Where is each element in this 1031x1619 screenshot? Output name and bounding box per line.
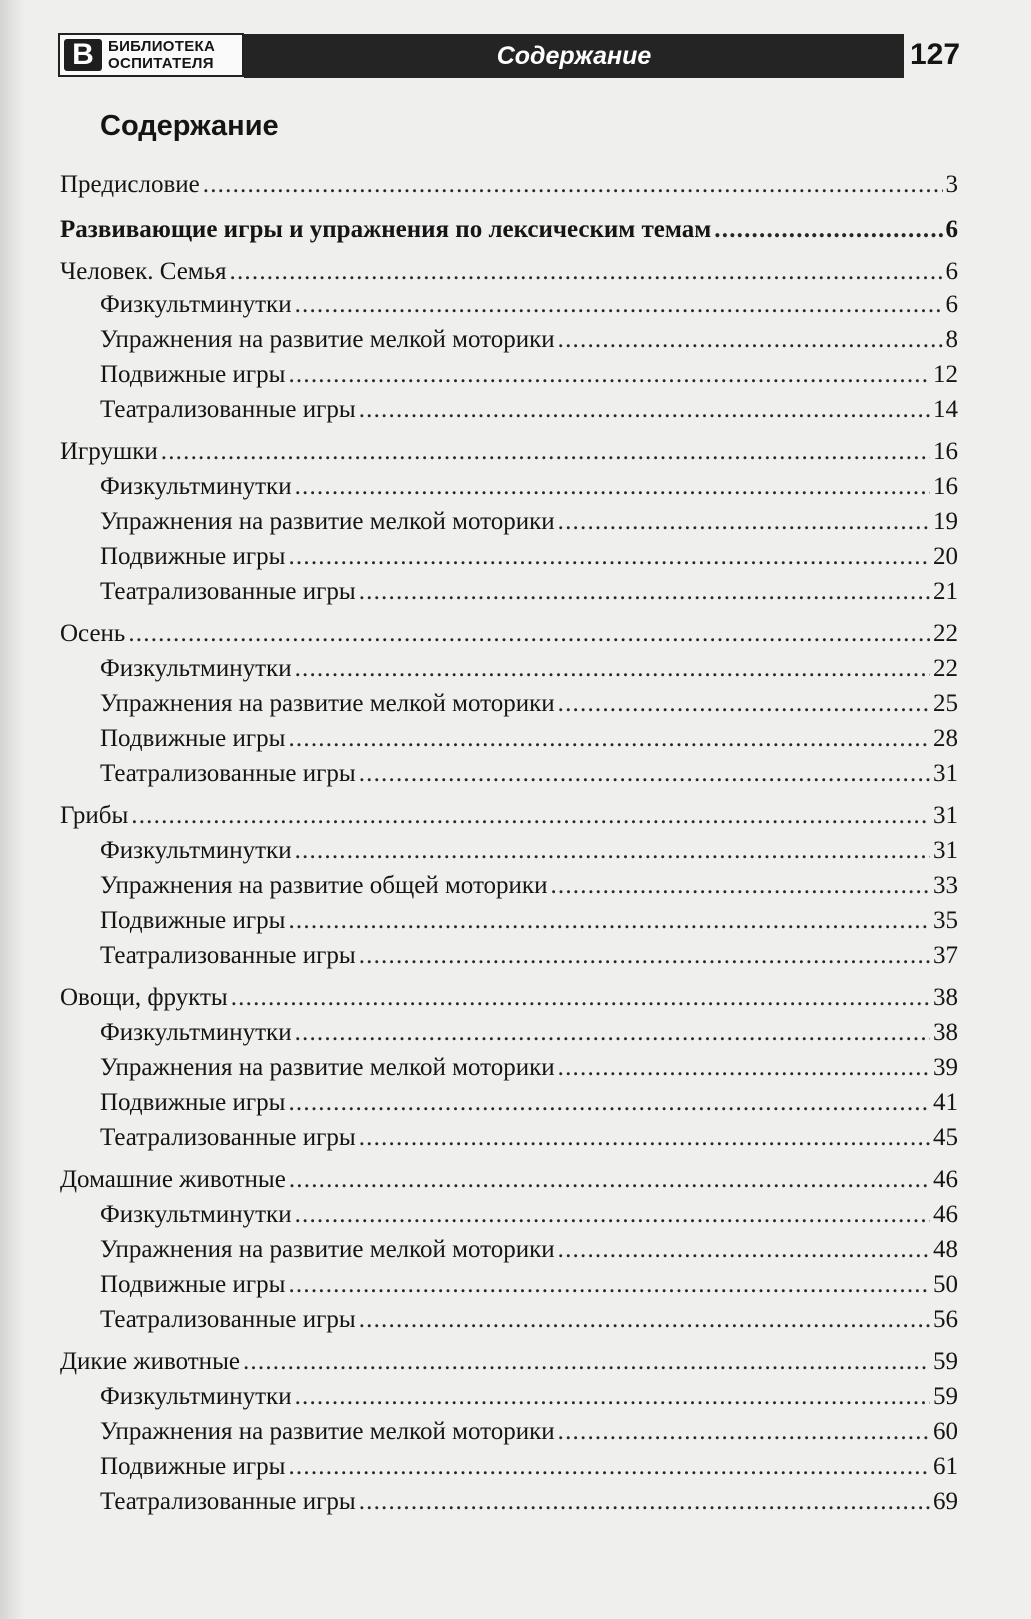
toc-entry-title: Упражнения на развитие мелкой моторики (100, 1418, 555, 1445)
toc-entry-page: 28 (933, 725, 958, 752)
dot-leader (203, 168, 943, 202)
toc-entry-page: 46 (933, 1166, 958, 1193)
toc-entry-page: 31 (933, 760, 958, 787)
toc-subsection-row[interactable] (100, 393, 958, 427)
dot-leader (288, 1086, 930, 1120)
dot-leader (295, 470, 930, 504)
header-section-title: Содержание (496, 42, 652, 70)
toc-entry-title: Театрализованные игры (100, 942, 356, 969)
toc-entry-title: Предисловие (60, 171, 200, 198)
dot-leader (295, 1198, 930, 1232)
toc-subsection-row[interactable] (100, 757, 958, 791)
toc-entry-page: 56 (933, 1306, 958, 1333)
toc-subsection-row[interactable] (100, 1485, 958, 1519)
toc-subsection-row[interactable] (100, 1198, 958, 1232)
dot-leader (288, 722, 930, 756)
toc-entry-page: 19 (933, 508, 958, 535)
dot-leader (359, 939, 930, 973)
toc-subsection-row[interactable] (100, 869, 958, 903)
toc-section-row[interactable] (60, 435, 958, 469)
toc-entry-title: Театрализованные игры (100, 1306, 356, 1333)
dot-leader (243, 1345, 930, 1379)
toc-entry-title: Театрализованные игры (100, 1124, 356, 1151)
toc-heading: Содержание (100, 110, 279, 142)
toc-entry-page: 6 (945, 258, 958, 285)
dot-leader (295, 1380, 930, 1414)
toc-subsection-row[interactable] (100, 1380, 958, 1414)
toc-entry-title: Человек. Семья (60, 258, 227, 285)
toc-subsection-row[interactable] (100, 1051, 958, 1085)
series-logo-line1: БИБЛИОТЕКА (108, 38, 216, 55)
dot-leader (295, 1016, 930, 1050)
toc-section-row[interactable] (60, 981, 958, 1015)
dot-leader (289, 1163, 930, 1197)
toc-entry-title: Игрушки (60, 438, 158, 465)
toc-entry-page: 16 (933, 438, 958, 465)
toc-subsection-row[interactable] (100, 687, 958, 721)
dot-leader (288, 1268, 930, 1302)
toc-entry-title: Упражнения на развитие мелкой моторики (100, 326, 555, 353)
toc-entry-title: Физкультминутки (100, 655, 292, 682)
toc-entry-page: 48 (933, 1236, 958, 1263)
toc-subsection-row[interactable] (100, 323, 958, 357)
toc-subsection-row[interactable] (100, 358, 958, 392)
toc-entry-title: Подвижные игры (100, 725, 286, 752)
dot-leader (359, 393, 930, 427)
dot-leader (359, 1121, 930, 1155)
running-header (58, 33, 960, 77)
toc-section-row[interactable] (60, 213, 958, 247)
toc-subsection-row[interactable] (100, 1121, 958, 1155)
toc-entry-title: Подвижные игры (100, 1453, 286, 1480)
toc-entry-page: 35 (933, 907, 958, 934)
toc-entry-page: 6 (945, 291, 958, 318)
dot-leader (558, 687, 930, 721)
dot-leader (128, 617, 930, 651)
toc-entry-page: 50 (933, 1271, 958, 1298)
toc-subsection-row[interactable] (100, 722, 958, 756)
toc-subsection-row[interactable] (100, 1233, 958, 1267)
dot-leader (131, 799, 930, 833)
toc-entry-page: 3 (945, 171, 958, 198)
toc-subsection-row[interactable] (100, 1450, 958, 1484)
toc-entry-title: Театрализованные игры (100, 1488, 356, 1515)
toc-entry-page: 60 (933, 1418, 958, 1445)
toc-entry-title: Домашние животные (60, 1166, 286, 1193)
dot-leader (714, 213, 942, 247)
toc-entry-title: Упражнения на развитие мелкой моторики (100, 1236, 555, 1263)
toc-entry-title: Подвижные игры (100, 1271, 286, 1298)
toc-entry-page: 45 (933, 1124, 958, 1151)
toc-entry-page: 39 (933, 1054, 958, 1081)
toc-entry-page: 20 (933, 543, 958, 570)
dot-leader (295, 288, 943, 322)
toc-entry-page: 22 (933, 620, 958, 647)
toc-section-row[interactable] (60, 799, 958, 833)
toc-subsection-row[interactable] (100, 575, 958, 609)
toc-subsection-row[interactable] (100, 1415, 958, 1449)
dot-leader (288, 904, 930, 938)
toc-entry-title: Физкультминутки (100, 837, 292, 864)
toc-section-row[interactable] (60, 1163, 958, 1197)
toc-entry-title: Физкультминутки (100, 1383, 292, 1410)
toc-subsection-row[interactable] (100, 1086, 958, 1120)
toc-entry-page: 59 (933, 1348, 958, 1375)
toc-entry-page: 14 (933, 396, 958, 423)
dot-leader (288, 358, 930, 392)
toc-entry-page: 38 (933, 1019, 958, 1046)
toc-entry-page: 8 (945, 326, 958, 353)
toc-section-row[interactable] (60, 255, 958, 289)
toc-subsection-row[interactable] (100, 1016, 958, 1050)
toc-subsection-row[interactable] (100, 834, 958, 868)
toc-entry-page: 37 (933, 942, 958, 969)
toc-entry-title: Развивающие игры и упражнения по лексическим темам (60, 216, 712, 243)
dot-leader (359, 757, 930, 791)
toc-entry-page: 21 (933, 578, 958, 605)
toc-entry-page: 31 (933, 802, 958, 829)
toc-entry-title: Овощи, фрукты (60, 984, 228, 1011)
dot-leader (231, 981, 930, 1015)
toc-entry-title: Упражнения на развитие мелкой моторики (100, 690, 555, 717)
toc-entry-title: Подвижные игры (100, 361, 286, 388)
dot-leader (558, 1415, 930, 1449)
dot-leader (359, 575, 930, 609)
header-bar (244, 34, 904, 78)
dot-leader (295, 834, 930, 868)
toc-entry-page: 31 (933, 837, 958, 864)
toc-entry-title: Физкультминутки (100, 473, 292, 500)
page-edge-shadow (0, 0, 24, 1619)
toc-subsection-row[interactable] (100, 1268, 958, 1302)
toc-entry-title: Театрализованные игры (100, 760, 356, 787)
toc-entry-page: 12 (933, 361, 958, 388)
toc-entry-page: 61 (933, 1453, 958, 1480)
toc-entry-page: 6 (945, 216, 958, 243)
toc-entry-title: Театрализованные игры (100, 396, 356, 423)
toc-entry-title: Физкультминутки (100, 1019, 292, 1046)
toc-entry-title: Упражнения на развитие общей моторики (100, 872, 548, 899)
toc-entry-title: Театрализованные игры (100, 578, 356, 605)
toc-entry-title: Физкультминутки (100, 291, 292, 318)
toc-subsection-row[interactable] (100, 939, 958, 973)
dot-leader (288, 1450, 930, 1484)
dot-leader (558, 505, 930, 539)
toc-entry-page: 33 (933, 872, 958, 899)
toc-subsection-row[interactable] (100, 288, 958, 322)
dot-leader (359, 1303, 930, 1337)
toc-entry-page: 46 (933, 1201, 958, 1228)
dot-leader (295, 652, 930, 686)
dot-leader (558, 1051, 930, 1085)
toc-entry-title: Грибы (60, 802, 129, 829)
toc-entry-page: 16 (933, 473, 958, 500)
toc-subsection-row[interactable] (100, 1303, 958, 1337)
toc-entry-title: Физкультминутки (100, 1201, 292, 1228)
toc-subsection-row[interactable] (100, 904, 958, 938)
series-logo-letter: В (64, 39, 102, 71)
toc-entry-page: 22 (933, 655, 958, 682)
dot-leader (230, 255, 943, 289)
toc-entry-page: 25 (933, 690, 958, 717)
toc-subsection-row[interactable] (100, 652, 958, 686)
series-logo-line2: ОСПИТАТЕЛЯ (108, 55, 214, 72)
toc-entry-page: 59 (933, 1383, 958, 1410)
dot-leader (161, 435, 930, 469)
toc-section-row[interactable] (60, 617, 958, 651)
toc-section-row[interactable] (60, 1345, 958, 1379)
toc-subsection-row[interactable] (100, 540, 958, 574)
toc-section-row[interactable] (60, 168, 958, 202)
toc-subsection-row[interactable] (100, 505, 958, 539)
series-logo (58, 33, 244, 77)
dot-leader (288, 540, 930, 574)
dot-leader (550, 869, 930, 903)
toc-entry-title: Подвижные игры (100, 1089, 286, 1116)
toc-entry-page: 38 (933, 984, 958, 1011)
toc-entry-title: Подвижные игры (100, 907, 286, 934)
toc-entry-title: Упражнения на развитие мелкой моторики (100, 1054, 555, 1081)
toc-entry-title: Упражнения на развитие мелкой моторики (100, 508, 555, 535)
toc-entry-title: Подвижные игры (100, 543, 286, 570)
toc-entry-page: 69 (933, 1488, 958, 1515)
dot-leader (558, 1233, 930, 1267)
toc-entry-title: Дикие животные (60, 1348, 240, 1375)
toc-entry-page: 41 (933, 1089, 958, 1116)
toc-subsection-row[interactable] (100, 470, 958, 504)
dot-leader (558, 323, 943, 357)
dot-leader (359, 1485, 930, 1519)
page-number: 127 (910, 38, 961, 71)
toc-entry-title: Осень (60, 620, 126, 647)
